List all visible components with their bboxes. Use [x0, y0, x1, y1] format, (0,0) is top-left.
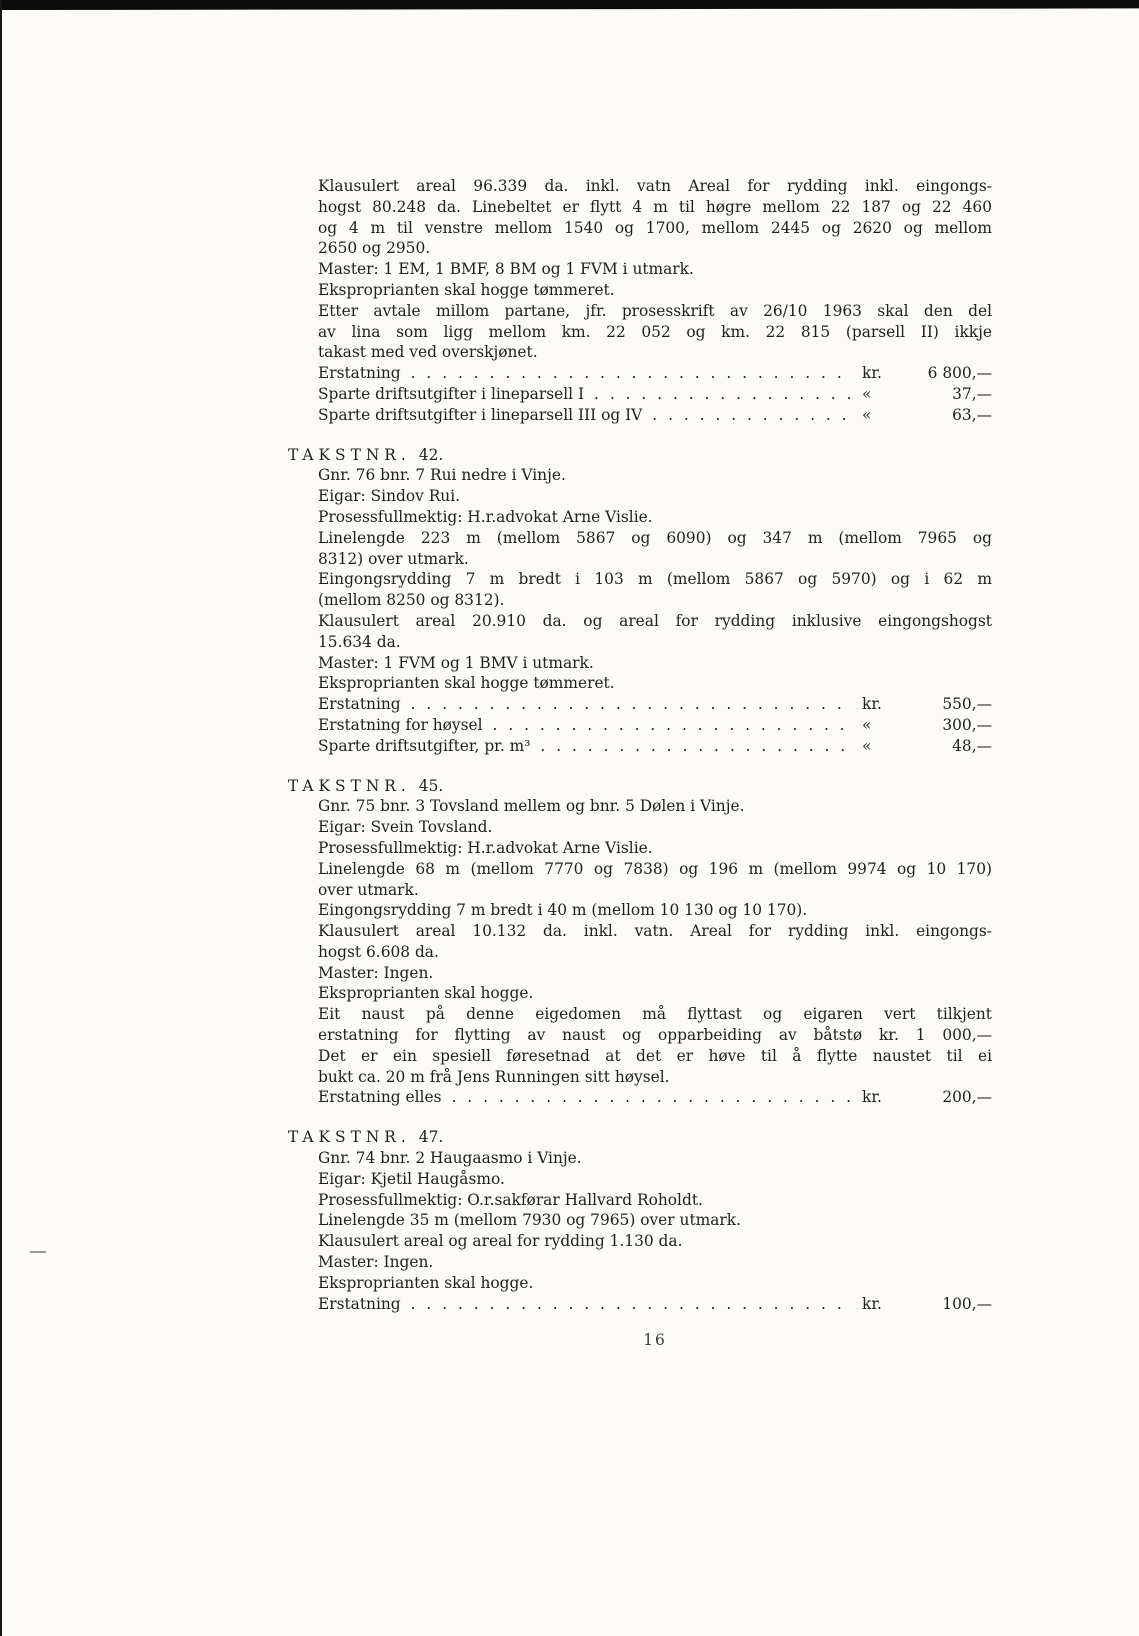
takst-heading-label: TAKSTNR. [288, 445, 411, 464]
dot-leader [411, 363, 850, 384]
currency-marker: kr. [862, 1294, 882, 1313]
amount-label: Sparte driftsutgifter, pr. m³ [318, 736, 531, 755]
text-line: Klausulert areal 96.339 da. inkl. vatn Areal for rydding inkl. eingongs- [318, 177, 992, 195]
text-line: Eigar: Sindov Rui. [318, 487, 461, 506]
text-line: Eksproprianten skal hogge. [318, 1273, 534, 1292]
text-line: Gnr. 76 bnr. 7 Rui nedre i Vinje. [318, 466, 566, 485]
text-line: Linelengde 68 m (mellom 7770 og 7838) og 196 m (mellom 9974 og 10 170) [318, 859, 992, 878]
text-line: Eingongsrydding 7 m bredt i 40 m (mellom 10 130 og 10 170). [318, 901, 808, 920]
dot-leader [452, 1087, 851, 1108]
text-line: av lina som ligg mellom km. 22 052 og km. 22 815 (parsell II) ikkje [318, 322, 992, 341]
amount-row [318, 405, 992, 426]
text-line: bukt ca. 20 m frå Jens Runningen sitt høysel. [318, 1067, 670, 1086]
text-line: Prosessfullmektig: H.r.advokat Arne Vislie. [318, 507, 653, 526]
text-line: Master: 1 EM, 1 BMF, 8 BM og 1 FVM i utmark. [318, 260, 694, 279]
text-line: Linelengde 35 m (mellom 7930 og 7965) over utmark. [318, 1211, 741, 1230]
takst-heading-number: 47. [418, 1128, 444, 1147]
amount-value: 63,— [952, 405, 992, 424]
text-line: Gnr. 74 bnr. 2 Haugaasmo i Vinje. [318, 1149, 582, 1168]
text-line: Etter avtale millom partane, jfr. prosesskrift av 26/10 1963 skal den del [318, 301, 992, 320]
amount-value: 37,— [952, 384, 992, 403]
text-line: takast med ved overskjønet. [318, 343, 538, 362]
amount-row [318, 384, 992, 405]
text-line: Eksproprianten skal hogge tømmeret. [318, 674, 615, 693]
takst-heading-number: 45. [418, 776, 444, 795]
section-takst-45 [288, 776, 994, 1109]
amount-value: 200,— [942, 1088, 992, 1107]
text-line: erstatning for flytting av naust og opparbeiding av båtstø kr. 1 000,— [318, 1026, 992, 1045]
text-line: Eigar: Kjetil Haugåsmo. [318, 1169, 505, 1188]
text-line: Prosessfullmektig: H.r.advokat Arne Vislie. [318, 838, 653, 857]
currency-marker: kr. [862, 695, 882, 714]
amount-value: 550,— [942, 695, 992, 714]
currency-marker: kr. [862, 1088, 882, 1107]
amount-label: Erstatning for høysel [318, 715, 483, 734]
takst-heading-label: TAKSTNR. [288, 776, 411, 795]
amount-label: Erstatning [318, 364, 401, 383]
currency-marker: « [862, 405, 872, 424]
amount-label: Erstatning elles [318, 1088, 442, 1107]
text-line: (mellom 8250 og 8312). [318, 591, 505, 610]
dot-leader [652, 405, 850, 426]
dot-leader [594, 384, 850, 405]
text-line: Eingongsrydding 7 m bredt i 103 m (mellom 5867 og 5970) og i 62 m [318, 570, 992, 589]
text-line: 8312) over utmark. [318, 549, 469, 568]
amount-label: Erstatning [318, 1294, 401, 1313]
text-line: hogst 6.608 da. [318, 942, 439, 961]
text-line: 15.634 da. [318, 632, 401, 651]
dot-leader [411, 1294, 850, 1315]
scan-artifact [30, 1251, 46, 1253]
document-content [288, 176, 994, 1351]
text-line: Gnr. 75 bnr. 3 Tovsland mellem og bnr. 5 Dølen i Vinje. [318, 797, 745, 816]
text-line: Det er ein spesiell føresetnad at det er høve til å flytte naustet til ei [318, 1046, 992, 1065]
text-line: 2650 og 2950. [318, 239, 431, 258]
text-line: Prosessfullmektig: O.r.sakførar Hallvard Roholdt. [318, 1190, 703, 1209]
currency-marker: « [862, 384, 872, 403]
section-takst-47 [288, 1127, 994, 1314]
text-line: Master: Ingen. [318, 963, 434, 982]
amount-value: 300,— [942, 715, 992, 734]
text-line: Eigar: Svein Tovsland. [318, 818, 493, 837]
text-line: Eksproprianten skal hogge. [318, 984, 534, 1003]
amount-value: 6 800,— [927, 364, 992, 383]
text-line: Eit naust på denne eigedomen må flyttast og eigaren vert tilkjent [318, 1005, 992, 1024]
currency-marker: « [862, 715, 872, 734]
text-line: Klausulert areal og areal for rydding 1.130 da. [318, 1232, 683, 1251]
text-line: hogst 80.248 da. Linebeltet er flytt 4 m til høgre mellom 22 187 og 22 460 [318, 197, 992, 216]
text-line: Master: Ingen. [318, 1253, 434, 1272]
currency-marker: « [862, 736, 872, 755]
takst-heading [288, 445, 994, 466]
page-number: 16 [643, 1331, 667, 1350]
dot-leader [493, 715, 850, 736]
amount-row [318, 1087, 992, 1108]
amount-label: Erstatning [318, 695, 401, 714]
takst-heading [288, 776, 994, 797]
text-line: Klausulert areal 10.132 da. inkl. vatn. Areal for rydding inkl. eingongs- [318, 922, 992, 941]
scan-left-border [0, 0, 2, 1636]
takst-heading-label: TAKSTNR. [288, 1128, 411, 1147]
dot-leader [411, 694, 850, 715]
text-line: Klausulert areal 20.910 da. og areal for rydding inklusive eingongshogst [318, 611, 992, 630]
amount-row [318, 694, 992, 715]
amount-value: 48,— [952, 736, 992, 755]
amount-label: Sparte driftsutgifter i lineparsell I [318, 384, 585, 403]
amount-row [318, 736, 992, 757]
amount-row [318, 1294, 992, 1315]
section-continuation [288, 176, 994, 426]
takst-heading [288, 1127, 994, 1148]
amount-label: Sparte driftsutgifter i lineparsell III og IV [318, 405, 643, 424]
section-takst-42 [288, 445, 994, 757]
amount-row [318, 715, 992, 736]
text-line: Linelengde 223 m (mellom 5867 og 6090) og 347 m (mellom 7965 og [318, 528, 992, 547]
takst-heading-number: 42. [418, 445, 444, 464]
text-line: og 4 m til venstre mellom 1540 og 1700, mellom 2445 og 2620 og mellom [318, 218, 992, 237]
dot-leader [540, 736, 850, 757]
scan-top-border [0, 0, 1139, 10]
text-line: over utmark. [318, 880, 419, 899]
text-line: Eksproprianten skal hogge tømmeret. [318, 280, 615, 299]
amount-row [318, 363, 992, 384]
text-line: Master: 1 FVM og 1 BMV i utmark. [318, 653, 594, 672]
amount-value: 100,— [942, 1294, 992, 1313]
currency-marker: kr. [862, 364, 882, 383]
